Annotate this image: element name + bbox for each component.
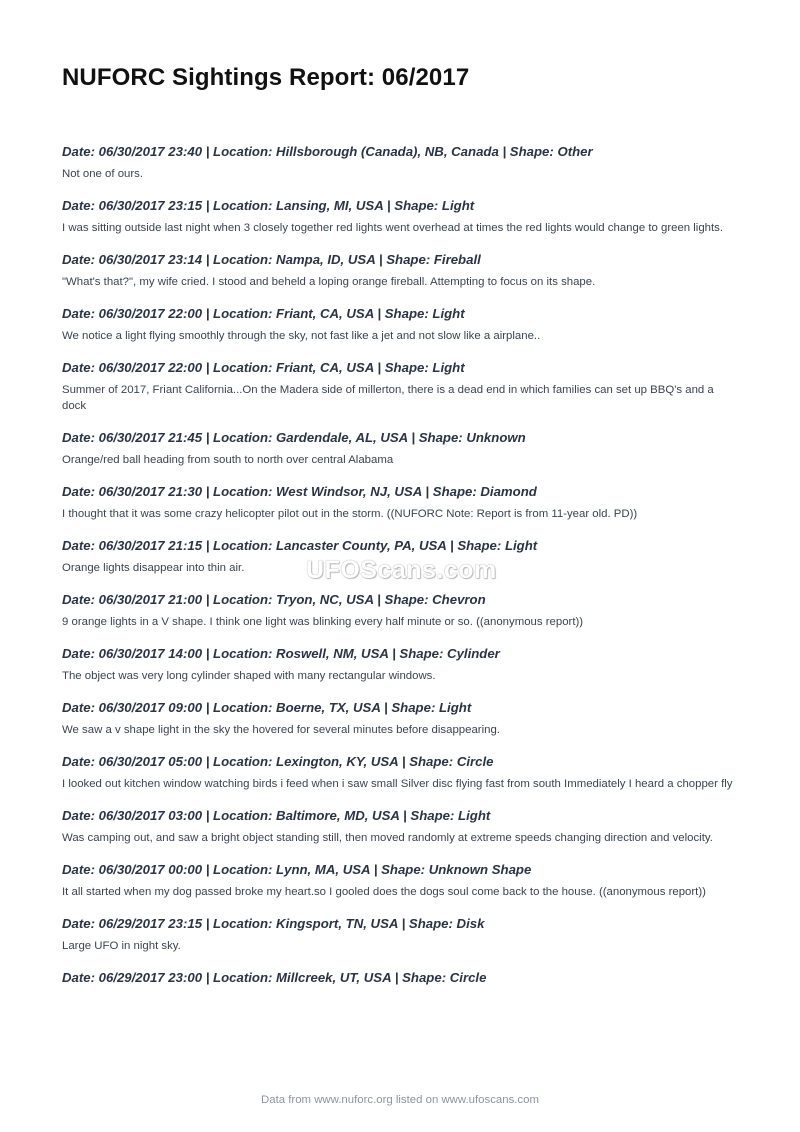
report-header: Date: 06/30/2017 21:45 | Location: Gardendale, AL, USA | Shape: Unknown	[62, 430, 526, 445]
report-entry	[62, 198, 738, 236]
report-description: I looked out kitchen window watching birds i feed when i saw small Silver disc flying fast from south Immediately I heard a chopper fly	[62, 778, 733, 790]
footer: Data from www.nuforc.org listed on www.ufoscans.com	[261, 1094, 539, 1106]
report-header: Date: 06/30/2017 03:00 | Location: Baltimore, MD, USA | Shape: Light	[62, 808, 491, 823]
report-entry	[62, 700, 738, 738]
report-header: Date: 06/29/2017 23:00 | Location: Millcreek, UT, USA | Shape: Circle	[62, 970, 487, 985]
report-entry	[62, 754, 738, 792]
report-description: We notice a light flying smoothly through the sky, not fast like a jet and not slow like a airplane..	[62, 330, 541, 342]
report-header: Date: 06/29/2017 23:15 | Location: Kingsport, TN, USA | Shape: Disk	[62, 916, 485, 931]
report-header: Date: 06/30/2017 21:30 | Location: West Windsor, NJ, USA | Shape: Diamond	[62, 484, 537, 499]
report-header: Date: 06/30/2017 09:00 | Location: Boerne, TX, USA | Shape: Light	[62, 700, 472, 715]
report-header: Date: 06/30/2017 14:00 | Location: Roswell, NM, USA | Shape: Cylinder	[62, 646, 500, 661]
report-entry	[62, 808, 738, 846]
report-header: Date: 06/30/2017 23:40 | Location: Hillsborough (Canada), NB, Canada | Shape: Other	[62, 144, 593, 159]
report-description: Orange lights disappear into thin air.	[62, 562, 245, 574]
report-description: Orange/red ball heading from south to north over central Alabama	[62, 454, 394, 466]
report-entry	[62, 592, 738, 630]
report-description: Summer of 2017, Friant California...On the Madera side of millerton, there is a dead end in which families can set up BBQ's and a dock	[62, 384, 714, 412]
report-description: Large UFO in night sky.	[62, 940, 181, 952]
report-description: I thought that it was some crazy helicopter pilot out in the storm. ((NUFORC Note: Report is from 11-year old. PD))	[62, 508, 638, 520]
report-header: Date: 06/30/2017 00:00 | Location: Lynn, MA, USA | Shape: Unknown Shape	[62, 862, 532, 877]
report-header: Date: 06/30/2017 21:15 | Location: Lancaster County, PA, USA | Shape: Light	[62, 538, 538, 553]
report-entry	[62, 360, 738, 414]
report-description: 9 orange lights in a V shape. I think one light was blinking every half minute or so. ((anonymous report))	[62, 616, 584, 628]
report-entry	[62, 862, 738, 900]
report-entry	[62, 484, 738, 522]
report-description: Not one of ours.	[62, 168, 144, 180]
report-entry	[62, 646, 738, 684]
report-header: Date: 06/30/2017 22:00 | Location: Friant, CA, USA | Shape: Light	[62, 360, 465, 375]
report-entry	[62, 916, 738, 954]
report-header: Date: 06/30/2017 23:15 | Location: Lansing, MI, USA | Shape: Light	[62, 198, 475, 213]
report-header: Date: 06/30/2017 05:00 | Location: Lexington, KY, USA | Shape: Circle	[62, 754, 494, 769]
report-entry	[62, 538, 738, 576]
report-entry	[62, 252, 738, 290]
report-entry	[62, 306, 738, 344]
report-entry	[62, 970, 738, 986]
reports-list	[62, 144, 738, 1002]
report-description: It all started when my dog passed broke my heart.so I gooled does the dogs soul come back to the house. ((anonymous report))	[62, 886, 706, 898]
report-description: The object was very long cylinder shaped with many rectangular windows.	[62, 670, 436, 682]
report-entry	[62, 144, 738, 182]
report-description: Was camping out, and saw a bright object standing still, then moved randomly at extreme speeds changing direction and velocity.	[62, 832, 713, 844]
report-description: I was sitting outside last night when 3 closely together red lights went overhead at times the red lights would change to green lights.	[62, 222, 724, 234]
watermark: UFOScans.com	[306, 556, 497, 584]
report-description: "What's that?", my wife cried. I stood and beheld a loping orange fireball. Attempting to focus on its shape.	[62, 276, 596, 288]
report-header: Date: 06/30/2017 22:00 | Location: Friant, CA, USA | Shape: Light	[62, 306, 465, 321]
report-description: We saw a v shape light in the sky the hovered for several minutes before disappearing.	[62, 724, 500, 736]
report-header: Date: 06/30/2017 21:00 | Location: Tryon, NC, USA | Shape: Chevron	[62, 592, 486, 607]
page-title: NUFORC Sightings Report: 06/2017	[62, 64, 470, 91]
report-header: Date: 06/30/2017 23:14 | Location: Nampa, ID, USA | Shape: Fireball	[62, 252, 481, 267]
report-entry	[62, 430, 738, 468]
